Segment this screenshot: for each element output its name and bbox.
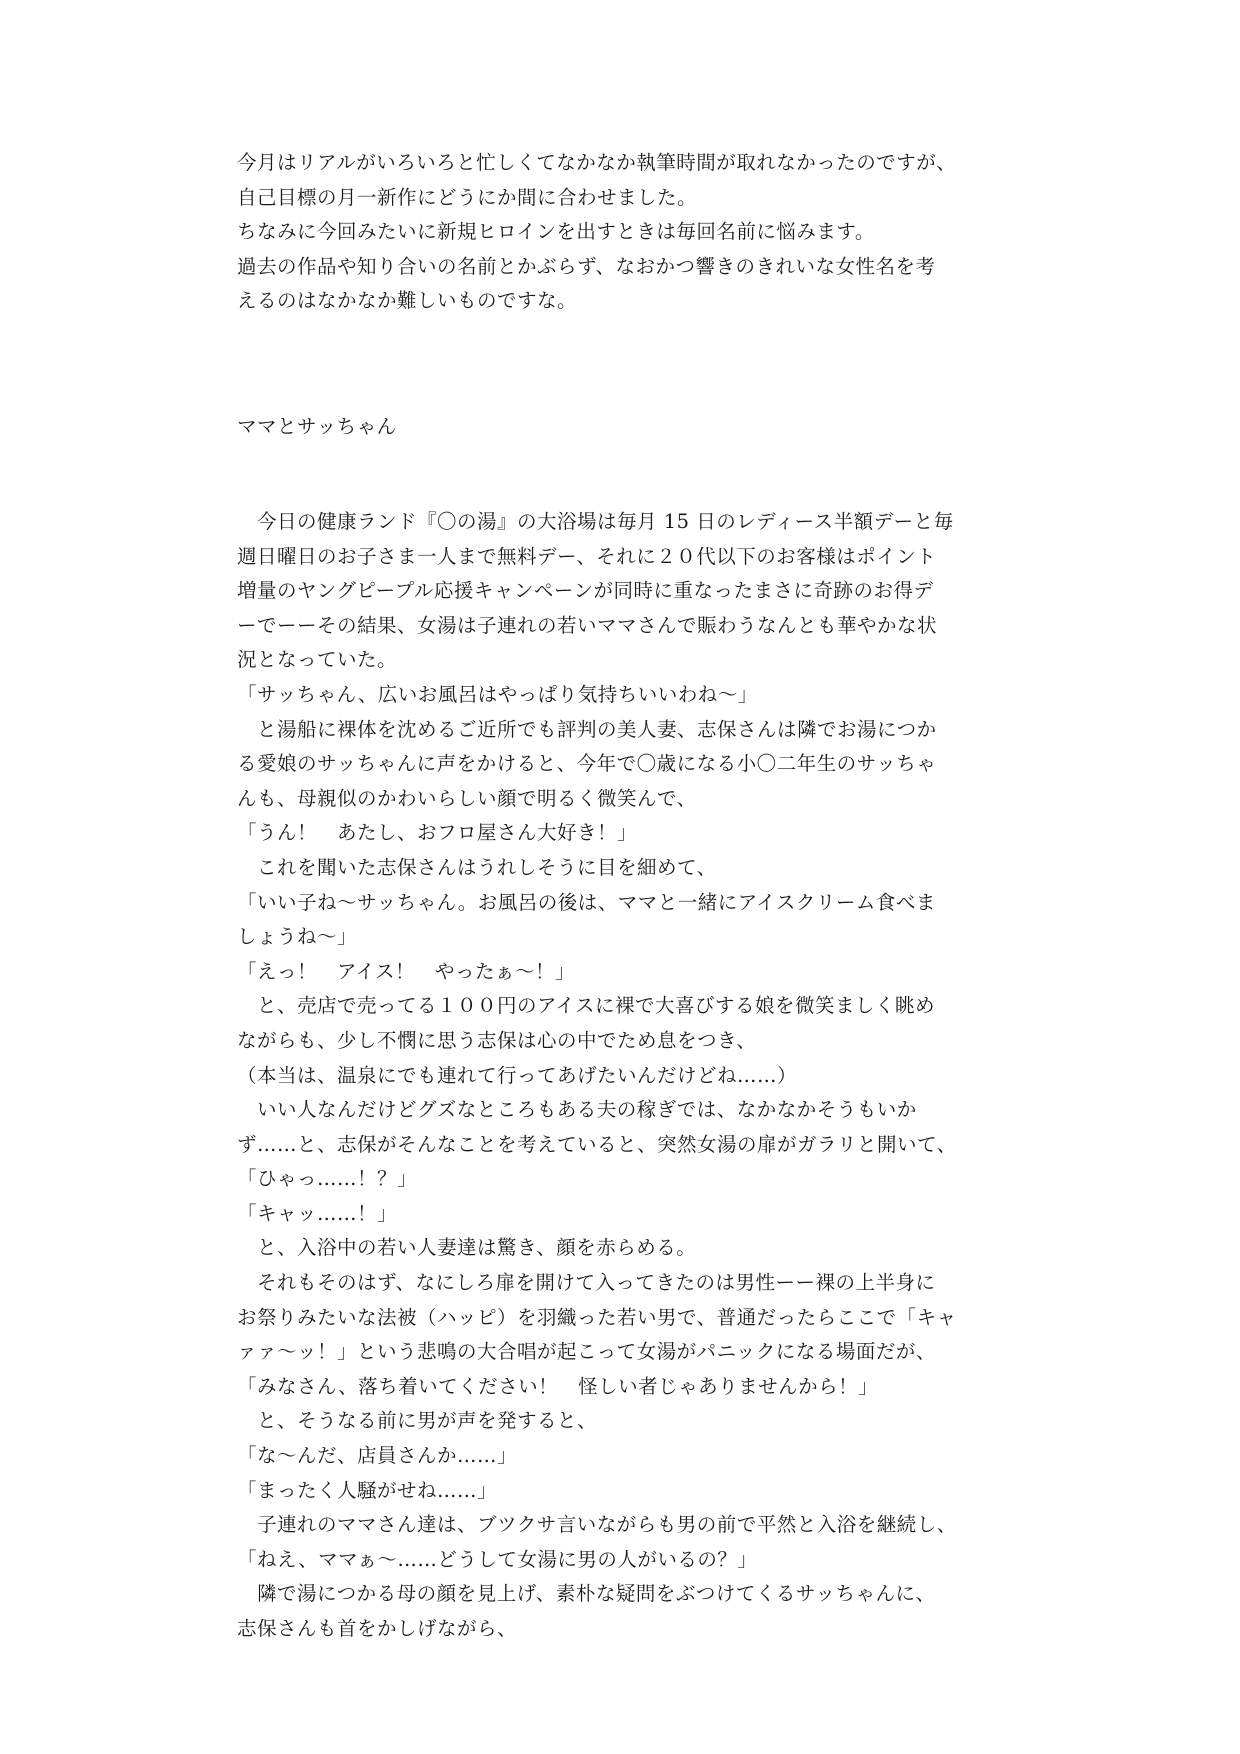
story-line: 「うん！ あたし、おフロ屋さん大好き！」 (237, 821, 638, 845)
story-line: る愛娘のサッちゃんに声をかけると、今年で〇歳になる小〇二年生のサッちゃ (237, 752, 937, 776)
story-line: 「みなさん、落ち着いてください！ 怪しい者じゃありませんから！」 (237, 1374, 879, 1398)
intro-line: 過去の作品や知り合いの名前とかぶらず、なおかつ響きのきれいな女性名を考 (237, 254, 936, 278)
story-line: ーでーーその結果、女湯は子連れの若いママさんで賑わうなんとも華やかな状 (237, 613, 938, 637)
intro-line: 今月はリアルがいろいろと忙しくてなかなか執筆時間が取れなかったのですが、 (237, 151, 957, 174)
story-line: ながらも、少し不憫に思う志保は心の中でため息をつき、 (237, 1028, 757, 1052)
story-line: 「いい子ね～サッちゃん。お風呂の後は、ママと一緒にアイスクリーム食べま (237, 890, 936, 914)
story-line: 「キャッ……！」 (237, 1201, 398, 1225)
intro-line: ちなみに今回みたいに新規ヒロインを出すときは毎回名前に悩みます。 (237, 220, 875, 244)
story-line: と湯船に裸体を沈めるご近所でも評判の美人妻、志保さんは隣でお湯につか (237, 717, 937, 741)
story-line: 志保さんも首をかしげながら、 (237, 1617, 518, 1640)
story-line: ァァ～ッ！」という悲鳴の大合唱が起こって女湯がパニックになる場面だが、 (237, 1340, 936, 1364)
intro-line: えるのはなかなか難しいものですな。 (237, 289, 578, 313)
story-body (237, 505, 1027, 1647)
story-line: 週日曜日のお子さま一人まで無料デー、それに２０代以下のお客様はポイント (237, 544, 937, 568)
story-line: 「まったく人騒がせね……」 (237, 1478, 498, 1502)
story-line: お祭りみたいな法被（ハッピ）を羽織った若い男で、普通だったらここで「キャ (237, 1305, 957, 1329)
story-line: ず……と、志保がそんなことを考えていると、突然女湯の扉がガラリと開いて、 (237, 1132, 957, 1156)
story-line: と、入浴中の若い人妻達は驚き、顔を赤らめる。 (237, 1236, 697, 1260)
story-line: 子連れのママさん達は、ブツクサ言いながらも男の前で平然と入浴を継続し、 (237, 1513, 957, 1537)
story-line: 「ひゃっ……！？」 (237, 1167, 418, 1191)
story-line: 増量のヤングピープル応援キャンペーンが同時に重なったまさに奇跡のお得デ (237, 579, 934, 603)
story-line: 今日の健康ランド『〇の湯』の大浴場は毎月 15 日のレディース半額デーと毎 (237, 510, 954, 533)
intro-line: 自己目標の月一新作にどうにか間に合わせました。 (237, 185, 698, 209)
story-line: それもそのはず、なにしろ扉を開けて入ってきたのは男性ーー裸の上半身に (237, 1271, 936, 1295)
afterword-intro (237, 146, 1027, 319)
story-line: んも、母親似のかわいらしい顔で明るく微笑んで、 (237, 786, 697, 810)
story-title: ママとサッちゃん (237, 415, 397, 438)
story-line: 「えっ！ アイス！ やったぁ～！」 (237, 959, 576, 983)
story-line: と、売店で売ってる１００円のアイスに裸で大喜びする娘を微笑ましく眺め (237, 994, 936, 1018)
story-line: しょうね～」 (237, 925, 358, 949)
story-line: 「ねえ、ママぁ～……どうして女湯に男の人がいるの？」 (237, 1547, 758, 1571)
story-line: と、そうなる前に男が声を発すると、 (237, 1409, 598, 1433)
story-line: これを聞いた志保さんはうれしそうに目を細めて、 (237, 855, 717, 879)
story-line: 「サッちゃん、広いお風呂はやっぱり気持ちいいわね～」 (237, 682, 758, 706)
story-line: （本当は、温泉にでも連れて行ってあげたいんだけどね……） (237, 1063, 798, 1087)
story-line: 隣で湯につかる母の顔を見上げ、素朴な疑問をぶつけてくるサッちゃんに、 (237, 1582, 936, 1606)
story-line: 況となっていた。 (237, 648, 398, 672)
story-line: いい人なんだけどグズなところもある夫の稼ぎでは、なかなかそうもいか (237, 1098, 917, 1122)
story-line: 「な～んだ、店員さんか……」 (237, 1444, 518, 1468)
